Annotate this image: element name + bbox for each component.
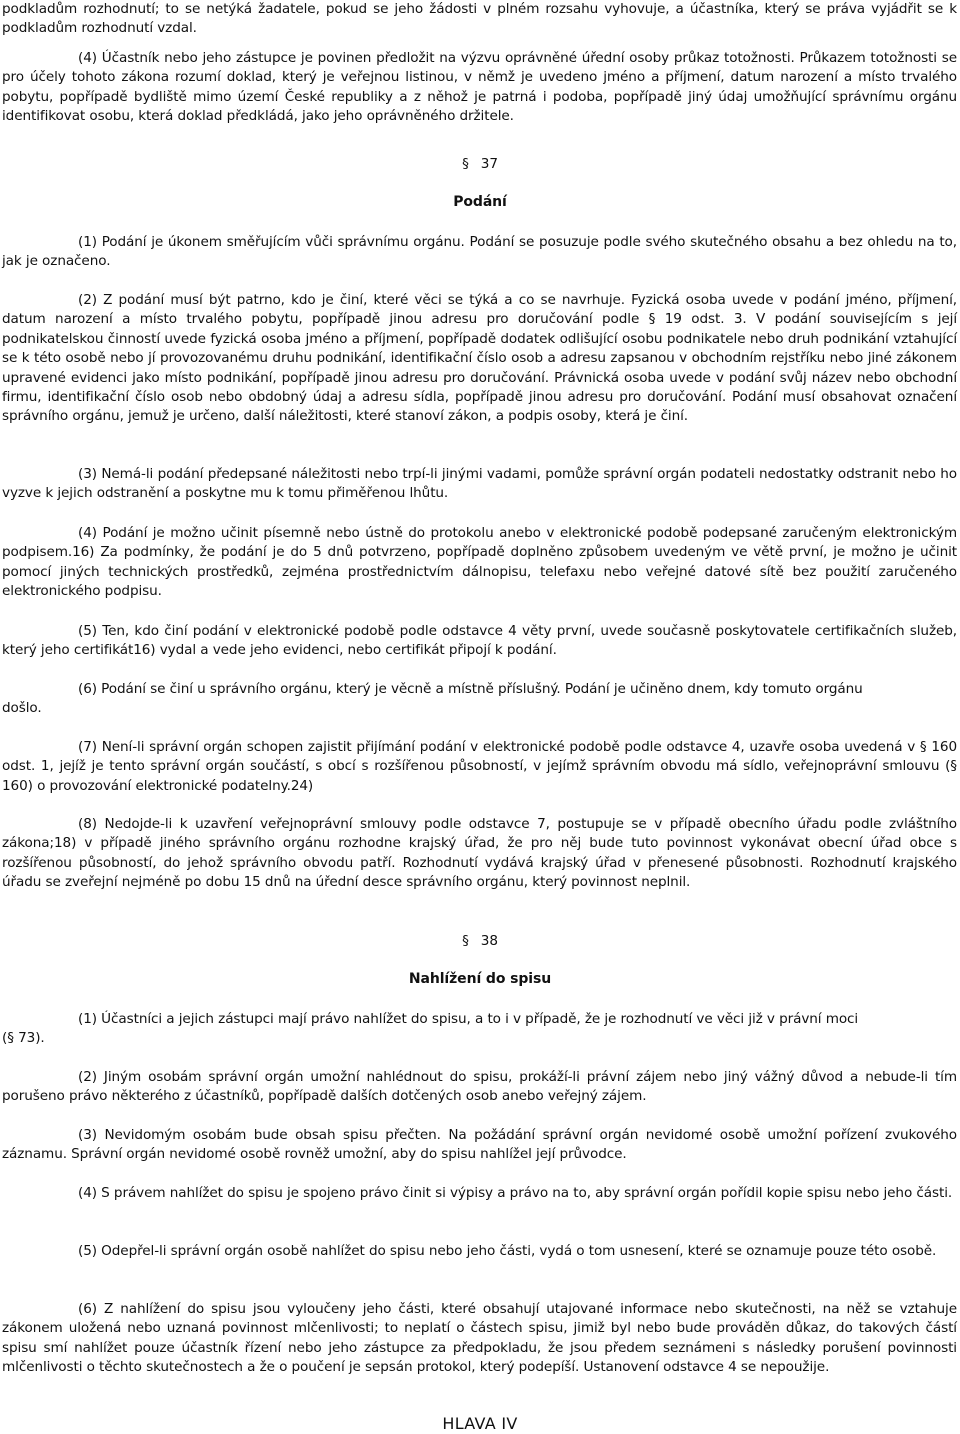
paragraph-37-4: (4) Podání je možno učinit písemně nebo ústně do protokolu anebo v elektronické podobě podepsané zaručeným elektronickým podpisem.16) Za podmínky, že podání je do 5 dnů potvrzeno, popřípadě doplněno způsobem uvedeným ve větě první, je možno je učinit pomocí jiných technických prostředků, zejména prostřednictvím dálnopisu, telefaxu nebo veřejné datové sítě bez použití zaručeného elektronického podpisu. (2, 525, 957, 600)
paragraph-38-1-text: (1) Účastníci a jejich zástupci mají právo nahlížet do spisu, a to i v případě, že je rozhodnutí ve věci již v právní moci (78, 1011, 859, 1027)
paragraph-38-1-lead: (§ 73). (2, 1030, 45, 1046)
paragraph-37-3: (3) Nemá-li podání předepsané náležitosti nebo trpí-li jinými vadami, pomůže správní orgán podateli nedostatky odstranit nebo ho vyzve k jejich odstranění a poskytne mu k tomu přiměřenou lhůtu. (2, 466, 957, 502)
paragraph-37-7: (7) Není-li správní orgán schopen zajistit přijímání podání v elektronické podobě podle odstavce 4, uzavře osoba uvedená v § 160 odst. 1, jejíž je tento správní orgán součástí, s obcí s rozšířenou působností, v jejímž správním obvodu má sídlo, veřejnoprávní smlouvu (§ 160) o provozování elektronické podatelny.24) (2, 739, 957, 794)
next-part-heading: HLAVA IV (442, 1414, 518, 1433)
paragraph-38-1 (2, 1010, 957, 1046)
paragraph-37-5: (5) Ten, kdo činí podání v elektronické podobě podle odstavce 4 věty první, uvede současně poskytovatele certifikačních služeb, který jeho certifikát16) vydal a vede jeho evidenci, nebo certifikát připojí k podání. (2, 623, 957, 659)
section-number: 38 (480, 933, 498, 949)
paragraph-38-4: (4) S právem nahlížet do spisu je spojeno právo činit si výpisy a právo na to, aby správní orgán pořídil kopie spisu nebo jeho části. (78, 1185, 953, 1201)
section-number: 37 (480, 156, 498, 172)
paragraph-37-1: (1) Podání je úkonem směřujícím vůči správnímu orgánu. Podání se posuzuje podle svého skutečného obsahu a bez ohledu na to, jak je označeno. (2, 234, 957, 270)
section-38-title: Nahlížení do spisu (408, 971, 552, 987)
paragraph-37-8: (8) Nedojde-li k uzavření veřejnoprávní smlouvy podle odstavce 7, postupuje se v případě obecního úřadu podle zvláštního zákona;18) v případě jiného správního orgánu rozhodne krajský úřad, že pro něj bude tuto povinnost vykonávat obecní úřad obce s rozšířenou působností, do jehož správního obvodu patří. Rozhodnutí vydává krajský úřad v přenesené působnosti. Rozhodnutí krajského úřadu se zveřejní nejméně po dobu 15 dnů na úřední desce správního orgánu, který povinnost neplnil. (2, 816, 957, 891)
paragraph-continuation: podkladům rozhodnutí; to se netýká žadatele, pokud se jeho žádosti v plném rozsahu vyhovuje, a účastníka, který se práva vyjádřit se k podkladům rozhodnutí vzdal. (2, 1, 957, 37)
section-mark: § (462, 933, 469, 949)
section-37-title: Podání (453, 194, 507, 210)
paragraph-37-2: (2) Z podání musí být patrno, kdo je činí, které věci se týká a co se navrhuje. Fyzická osoba uvede v podání jméno, příjmení, datum narození a místo trvalého pobytu, popřípadě jinou adresu pro doručování podle § 19 odst. 3. V podání souvisejícím s její podnikatelskou činností uvede fyzická osoba jméno a příjmení, popřípadě dodatek odlišující osobu podnikatele nebo druh podnikání vztahující se k této osobě nebo jí provozovanému druhu podnikání, identifikační číslo osob a adresu zapsanou v obchodním rejstříku nebo jiné zákonem upravené evidenci jako místo podnikání, popřípadě jinou adresu pro doručování. Právnická osoba uvede v podání svůj název nebo obchodní firmu, identifikační číslo osob nebo obdobný údaj a adresu sídla, popřípadě jinou adresu pro doručování. Podání musí obsahovat označení správního orgánu, jemuž je určeno, další náležitosti, které stanoví zákon, a podpis osoby, která je činí. (2, 292, 957, 425)
section-37-number (0, 155, 960, 174)
section-mark: § (462, 156, 469, 172)
paragraph-37-6-lead: došlo. (2, 700, 42, 716)
paragraph-37-6-text: (6) Podání se činí u správního orgánu, který je věcně a místně příslušný. Podání je učiněno dnem, kdy tomuto orgánu (78, 681, 863, 697)
paragraph-38-5: (5) Odepřel-li správní orgán osobě nahlížet do spisu nebo jeho části, vydá o tom usnesení, které se oznamuje pouze této osobě. (78, 1243, 937, 1259)
paragraph-38-2: (2) Jiným osobám správní orgán umožní nahlédnout do spisu, prokáží-li právní zájem nebo jiný vážný důvod a nebude-li tím porušeno právo některého z účastníků, popřípadě dalších dotčených osob anebo veřejný zájem. (2, 1069, 957, 1105)
paragraph-36-4: (4) Účastník nebo jeho zástupce je povinen předložit na výzvu oprávněné úřední osoby průkaz totožnosti. Průkazem totožnosti se pro účely tohoto zákona rozumí doklad, který je veřejnou listinou, v němž je uvedeno jméno a příjmení, datum narození a místo trvalého pobytu, popřípadě bydliště mimo území České republiky a z něhož je patrná i podoba, popřípadě jiný údaj umožňující správnímu orgánu identifikovat osobu, která doklad předkládá, jako jeho oprávněného držitele. (2, 50, 957, 125)
paragraph-37-6 (2, 680, 957, 716)
paragraph-38-3: (3) Nevidomým osobám bude obsah spisu přečten. Na požádání správní orgán nevidomé osobě umožní pořízení zvukového záznamu. Správní orgán nevidomé osobě rovněž umožní, aby do spisu nahlížel její průvodce. (2, 1127, 957, 1163)
section-38-number (0, 932, 960, 951)
paragraph-38-6: (6) Z nahlížení do spisu jsou vyloučeny jeho části, které obsahují utajované informace nebo skutečnosti, na něž se vztahuje zákonem uložená nebo uznaná povinnost mlčenlivosti; to neplatí o částech spisu, jimiž byl nebo bude prováděn důkaz, do takových částí spisu smí nahlížet pouze účastník řízení nebo jeho zástupce za předpokladu, že jsou předem seznámeni s následky porušení povinnosti mlčenlivosti o těchto skutečnostech a že o poučení je sepsán protokol, který podepíší. Ustanovení odstavce 4 se nepoužije. (2, 1301, 957, 1376)
